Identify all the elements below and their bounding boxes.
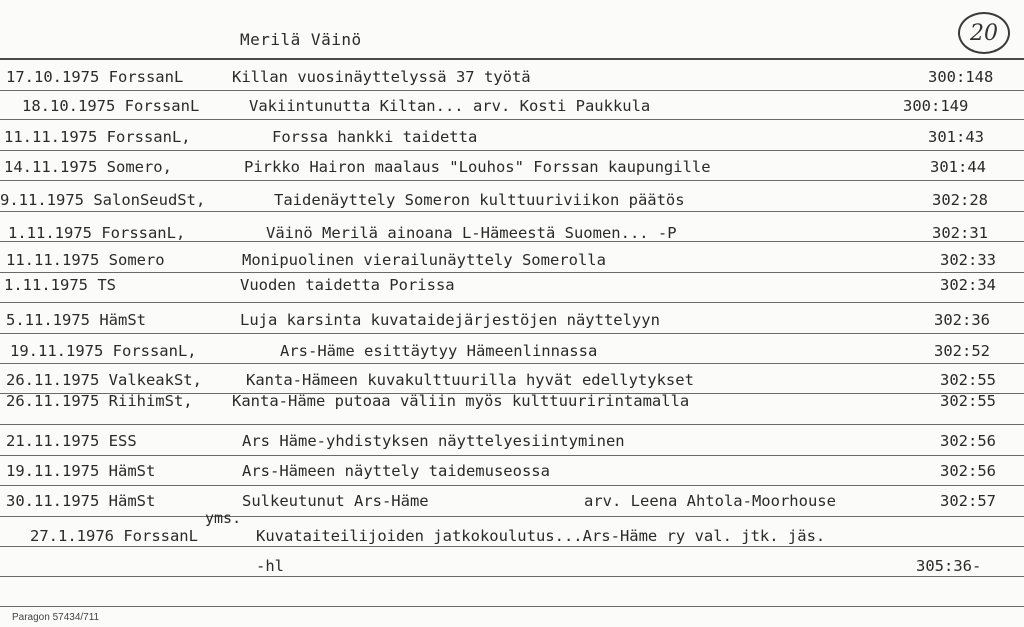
ruled-line bbox=[0, 455, 1024, 456]
entry-row bbox=[0, 311, 1024, 331]
ruled-line bbox=[0, 119, 1024, 120]
ruled-line bbox=[0, 150, 1024, 151]
entry-code: 302:28 bbox=[932, 191, 988, 209]
ruled-line bbox=[0, 211, 1024, 212]
ruled-line bbox=[0, 516, 1024, 517]
entry-code: 302:56 bbox=[940, 432, 996, 450]
entry-code: 302:36 bbox=[934, 311, 990, 329]
entry-title: Vuoden taidetta Porissa bbox=[240, 276, 455, 294]
entry-row bbox=[0, 462, 1024, 482]
entry-code: 302:56 bbox=[940, 462, 996, 480]
entry-row bbox=[0, 557, 1024, 577]
entry-title: Monipuolinen vierailunäyttely Somerolla bbox=[242, 251, 606, 269]
entry-row bbox=[0, 191, 1024, 211]
card-person-name: Merilä Väinö bbox=[240, 30, 362, 49]
entry-date-source: 27.1.1976 ForssanL bbox=[30, 527, 198, 545]
entry-date-source: 9.11.1975 SalonSeudSt, bbox=[0, 191, 206, 209]
entry-row bbox=[0, 97, 1024, 117]
entry-title: Taidenäyttely Someron kulttuuriviikon päätös bbox=[274, 191, 685, 209]
entry-row bbox=[0, 251, 1024, 271]
entry-row bbox=[0, 527, 1024, 547]
card-printer-mark: Paragon 57434/711 bbox=[12, 612, 100, 623]
entry-row bbox=[0, 432, 1024, 452]
entry-title: Pirkko Hairon maalaus "Louhos" Forssan kaupungille bbox=[244, 158, 711, 176]
entry-code: 301:43 bbox=[928, 128, 984, 146]
entry-code: 302:31 bbox=[932, 224, 988, 242]
entry-title: Sulkeutunut Ars-Häme bbox=[242, 492, 429, 510]
entry-date-source: 17.10.1975 ForssanL bbox=[6, 68, 184, 86]
entry-date-source: 21.11.1975 ESS bbox=[6, 432, 137, 450]
entry-row bbox=[0, 392, 1024, 412]
ruled-line bbox=[0, 363, 1024, 364]
entry-date-source: 26.11.1975 ValkeakSt, bbox=[6, 371, 202, 389]
ruled-line bbox=[0, 606, 1024, 607]
entry-code: 302:34 bbox=[940, 276, 996, 294]
entry-code: 300:148 bbox=[928, 68, 994, 86]
entry-title: Kanta-Häme putoaa väliin myös kulttuuririntamalla bbox=[232, 392, 690, 410]
entry-date-source: 26.11.1975 RiihimSt, bbox=[6, 392, 193, 410]
entry-code: 300:149 bbox=[903, 97, 969, 115]
entry-row bbox=[0, 158, 1024, 178]
entry-date-source: 1.11.1975 TS bbox=[4, 276, 116, 294]
entry-row bbox=[0, 128, 1024, 148]
ruled-line bbox=[0, 333, 1024, 334]
card-number-circle: 20 bbox=[958, 12, 1010, 54]
entry-row bbox=[0, 276, 1024, 296]
entry-date-source: 11.11.1975 ForssanL, bbox=[4, 128, 191, 146]
ruled-line bbox=[0, 424, 1024, 425]
ruled-line bbox=[0, 272, 1024, 273]
entry-title: Forssa hankki taidetta bbox=[272, 128, 478, 146]
entry-row bbox=[0, 492, 1024, 512]
entry-title: Ars-Häme esittäytyy Hämeenlinnassa bbox=[280, 342, 598, 360]
entry-row bbox=[0, 342, 1024, 362]
entry-code: 301:44 bbox=[930, 158, 986, 176]
entry-title: Väinö Merilä ainoana L-Hämeestä Suomen... -P bbox=[266, 224, 677, 242]
entry-row bbox=[0, 371, 1024, 391]
ruled-line bbox=[0, 485, 1024, 486]
entry-row bbox=[0, 68, 1024, 88]
ruled-line bbox=[0, 302, 1024, 303]
header-rule bbox=[0, 58, 1024, 60]
entry-date-source: 18.10.1975 ForssanL bbox=[22, 97, 200, 115]
entry-title: -hl bbox=[256, 557, 284, 575]
entry-code: 302:55 bbox=[940, 371, 996, 389]
entry-code: 302:33 bbox=[940, 251, 996, 269]
entry-title: Luja karsinta kuvataidejärjestöjen näyttelyyn bbox=[240, 311, 660, 329]
entry-title: Vakiintunutta Kiltan... arv. Kosti Paukkula bbox=[249, 97, 651, 115]
entry-date-source: 1.11.1975 ForssanL, bbox=[8, 224, 186, 242]
entry-date-source: 14.11.1975 Somero, bbox=[4, 158, 172, 176]
entry-date-source: 11.11.1975 Somero bbox=[6, 251, 165, 269]
ruled-line bbox=[0, 90, 1024, 91]
entry-row bbox=[0, 224, 1024, 244]
entry-extra: arv. Leena Ahtola-Moorhouse bbox=[584, 492, 836, 510]
entry-code: 302:57 bbox=[940, 492, 996, 510]
entry-code: 302:52 bbox=[934, 342, 990, 360]
entry-title: Ars-Hämeen näyttely taidemuseossa bbox=[242, 462, 550, 480]
entry-date-source: 19.11.1975 ForssanL, bbox=[10, 342, 197, 360]
entry-title: Kuvataiteilijoiden jatkokoulutus...Ars-Häme ry val. jtk. jäs. bbox=[256, 527, 826, 545]
entry-title: Killan vuosinäyttelyssä 37 työtä bbox=[232, 68, 531, 86]
entry-title: Kanta-Hämeen kuvakulttuurilla hyvät edellytykset bbox=[246, 371, 694, 389]
entry-code: 305:36- bbox=[916, 557, 982, 575]
entry-date-source: 5.11.1975 HämSt bbox=[6, 311, 146, 329]
entry-date-source: 19.11.1975 HämSt bbox=[6, 462, 156, 480]
entry-date-source: 30.11.1975 HämSt bbox=[6, 492, 156, 510]
entry-title: Ars Häme-yhdistyksen näyttelyesiintyminen bbox=[242, 432, 625, 450]
entry-code: 302:55 bbox=[940, 392, 996, 410]
yms-note: yms. bbox=[205, 509, 242, 527]
ruled-line bbox=[0, 180, 1024, 181]
